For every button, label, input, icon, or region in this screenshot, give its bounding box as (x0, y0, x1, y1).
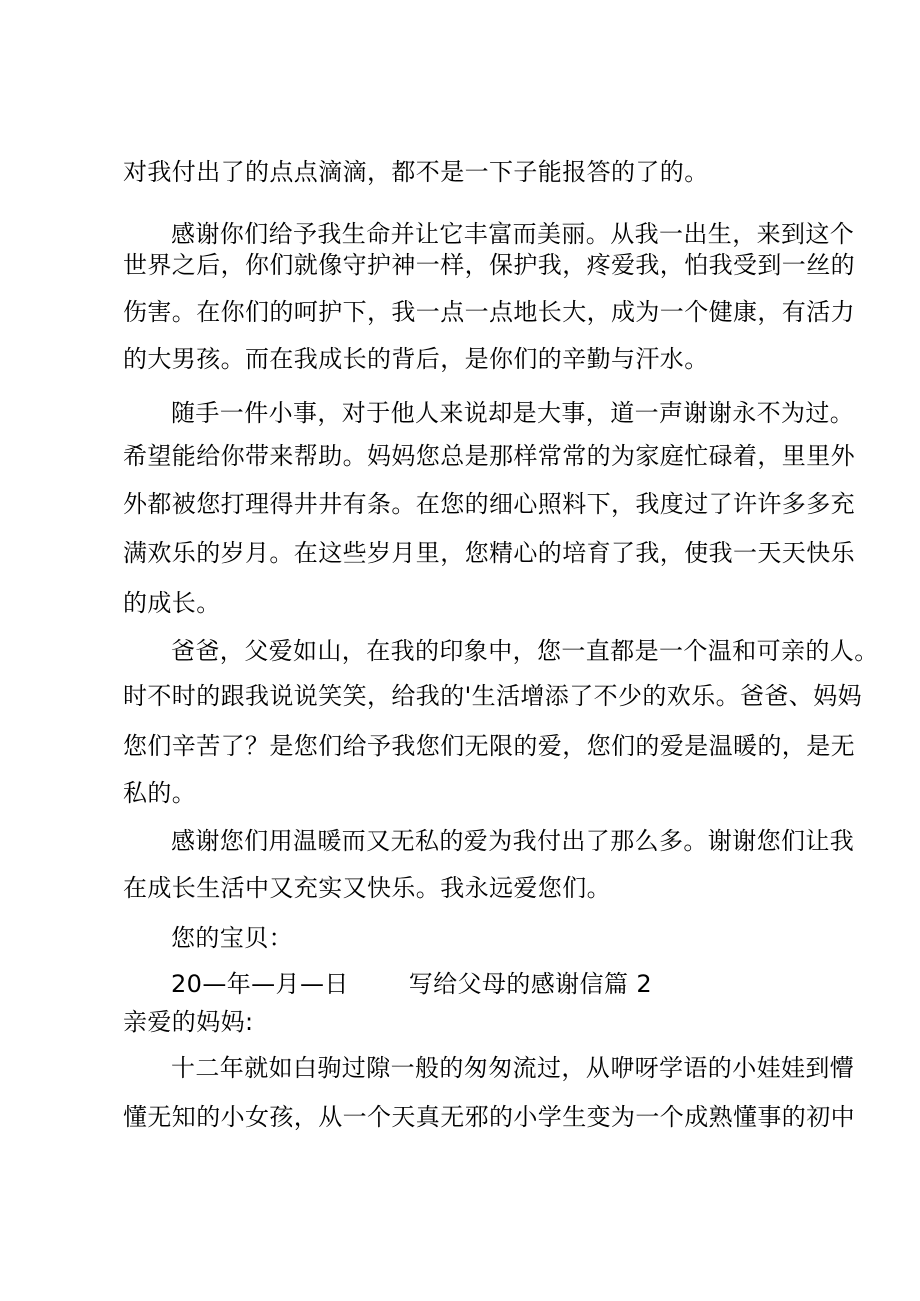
paragraph-line: 懂无知的小女孩，从一个天真无邪的小学生变为一个成熟懂事的初中 (123, 1103, 855, 1131)
paragraph-line: 时不时的跟我说说笑笑，给我的'生活增添了不少的欢乐。爸爸、妈妈 (123, 682, 862, 710)
date-line: 20—年—月—日 (171, 970, 349, 998)
paragraph-line: 爸爸，父爱如山，在我的印象中，您一直都是一个温和可亲的人。 (171, 637, 879, 665)
paragraph-line: 的成长。 (123, 589, 221, 617)
paragraph-line: 十二年就如白驹过隙一般的匆匆流过，从咿呀学语的小娃娃到懵 (171, 1054, 855, 1082)
paragraph-line: 世界之后，你们就像守护神一样，保护我，疼爱我，怕我受到一丝的 (123, 251, 855, 279)
paragraph-line: 在成长生活中又充实又快乐。我永远爱您们。 (123, 874, 611, 902)
paragraph-line: 的大男孩。而在我成长的背后，是你们的辛勤与汗水。 (123, 345, 709, 373)
paragraph-line: 随手一件小事，对于他人来说却是大事，道一声谢谢永不为过。 (171, 399, 855, 427)
salutation-line: 亲爱的妈妈: (123, 1008, 254, 1036)
paragraph-line: 满欢乐的岁月。在这些岁月里，您精心的培育了我，使我一天天快乐 (123, 539, 855, 567)
signature-line: 您的宝贝： (171, 924, 293, 952)
paragraph-line: 对我付出了的点点滴滴，都不是一下子能报答的了的。 (123, 158, 709, 186)
paragraph-line: 感谢您们用温暖而又无私的爱为我付出了那么多。谢谢您们让我 (171, 827, 855, 855)
paragraph-line: 感谢你们给予我生命并让它丰富而美丽。从我一出生，来到这个 (171, 220, 855, 248)
letter-heading: 写给父母的感谢信篇 2 (408, 970, 653, 998)
paragraph-line: 外都被您打理得井井有条。在您的细心照料下，我度过了许许多多充 (123, 490, 855, 518)
paragraph-line: 希望能给你带来帮助。妈妈您总是那样常常的为家庭忙碌着，里里外 (123, 442, 855, 470)
paragraph-line: 私的。 (123, 779, 197, 807)
paragraph-line: 伤害。在你们的呵护下，我一点一点地长大，成为一个健康，有活力 (123, 298, 855, 326)
date-and-heading-line (171, 969, 652, 999)
paragraph-line: 您们辛苦了？是您们给予我您们无限的爱，您们的爱是温暖的，是无 (123, 732, 855, 760)
